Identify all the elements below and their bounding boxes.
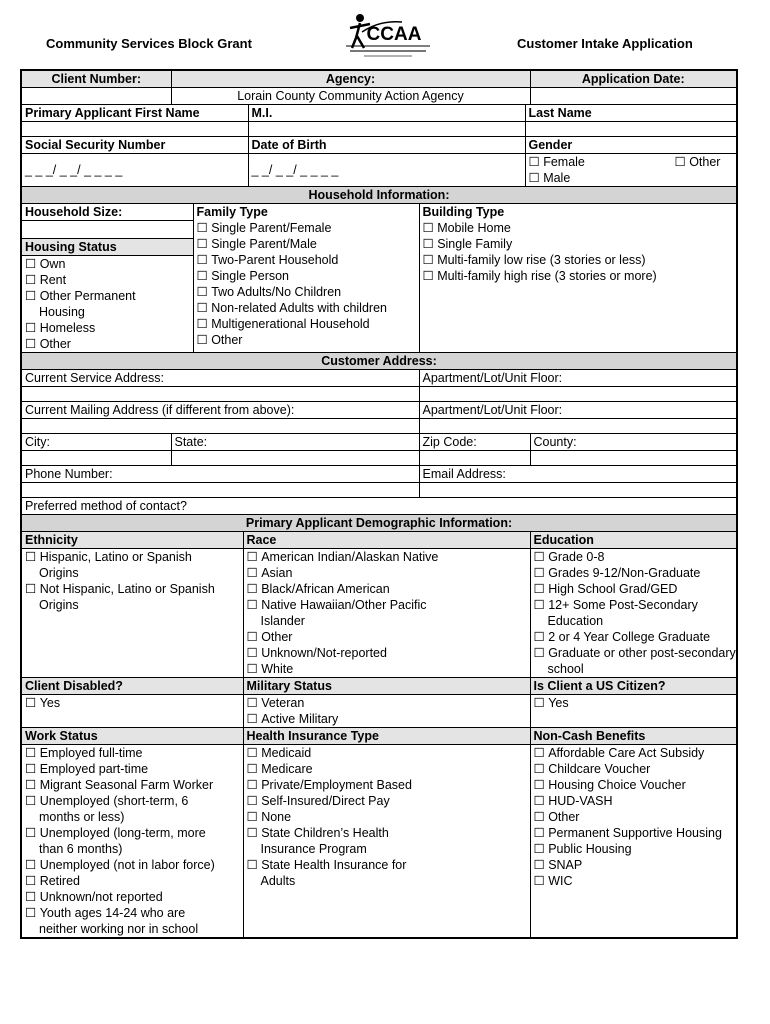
housing-status-label: Housing Status — [22, 239, 193, 256]
citizen-label: Is Client a US Citizen? — [530, 678, 737, 695]
intake-form — [20, 69, 738, 939]
health-private-checkbox[interactable]: ☐ Private/Employment Based — [247, 777, 527, 793]
family-other-checkbox[interactable]: ☐ Other — [197, 332, 416, 348]
gender-other-checkbox[interactable] — [675, 154, 721, 170]
benefit-childcare-checkbox[interactable]: ☐ Childcare Voucher — [534, 761, 734, 777]
race-other-checkbox[interactable]: ☐ Other — [247, 629, 527, 645]
building-type-list — [423, 220, 734, 284]
education-grade-9-12-checkbox[interactable]: ☐ Grades 9-12/Non-Graduate — [534, 565, 734, 581]
health-insurance-list — [243, 745, 530, 939]
housing-other-checkbox[interactable]: ☐ Other — [25, 336, 190, 352]
education-list — [530, 549, 737, 678]
ethnicity-hispanic-cont: Origins — [39, 566, 79, 580]
benefit-public-housing-checkbox[interactable]: ☐ Public Housing — [534, 841, 734, 857]
email-label: Email Address: — [419, 466, 737, 483]
demographic-section-title: Primary Applicant Demographic Information: — [21, 515, 737, 532]
gender-other-label: Other — [689, 155, 721, 169]
family-type-column — [193, 204, 419, 353]
work-youth-checkbox[interactable]: ☐ Youth ages 14-24 who are — [25, 905, 240, 921]
work-full-time-checkbox[interactable]: ☐ Employed full-time — [25, 745, 240, 761]
health-insurance-label: Health Insurance Type — [243, 728, 530, 745]
health-state-adults-cont: Adults — [260, 874, 296, 888]
education-high-school-checkbox[interactable]: ☐ High School Grad/GED — [534, 581, 734, 597]
ethnicity-label: Ethnicity — [21, 532, 243, 549]
race-native-hawaiian-checkbox[interactable]: ☐ Native Hawaiian/Other Pacific — [247, 597, 527, 613]
apt1-field[interactable] — [419, 387, 737, 402]
housing-other-permanent-cont: Housing — [39, 305, 85, 319]
race-black-checkbox[interactable]: ☐ Black/African American — [247, 581, 527, 597]
work-migrant-checkbox[interactable]: ☐ Migrant Seasonal Farm Worker — [25, 777, 240, 793]
state-label: State: — [171, 434, 419, 451]
education-graduate-cont: school — [547, 662, 584, 676]
zip-label: Zip Code: — [419, 434, 530, 451]
benefit-hud-vash-checkbox[interactable]: ☐ HUD-VASH — [534, 793, 734, 809]
ethnicity-list — [21, 549, 243, 678]
education-college-graduate-checkbox[interactable]: ☐ 2 or 4 Year College Graduate — [534, 629, 734, 645]
contact-method-label: Preferred method of contact? — [25, 499, 187, 513]
family-type-label: Family Type — [196, 205, 268, 219]
ccaa-logo-icon — [340, 10, 435, 62]
apt2-label: Apartment/Lot/Unit Floor: — [419, 402, 737, 419]
military-active-checkbox[interactable]: ☐ Active Military — [247, 711, 527, 727]
race-unknown-checkbox[interactable]: ☐ Unknown/Not-reported — [247, 645, 527, 661]
race-list — [243, 549, 530, 678]
gender-male-checkbox[interactable] — [529, 170, 734, 186]
race-native-hawaiian-cont: Islander — [260, 614, 305, 628]
agency-label: Agency: — [171, 70, 530, 88]
family-single-person-checkbox[interactable]: ☐ Single Person — [197, 268, 416, 284]
county-label: County: — [530, 434, 737, 451]
first-name-field[interactable] — [21, 122, 248, 137]
household-size-label: Household Size: — [22, 204, 193, 221]
benefit-snap-checkbox[interactable]: ☐ SNAP — [534, 857, 734, 873]
service-address-label: Current Service Address: — [21, 370, 419, 387]
client-number-label: Client Number: — [21, 70, 171, 88]
work-youth-cont: neither working nor in school — [39, 922, 199, 936]
family-non-related-checkbox[interactable]: ☐ Non-related Adults with children — [197, 300, 416, 316]
race-label: Race — [243, 532, 530, 549]
education-grade-0-8-checkbox[interactable]: ☐ Grade 0-8 — [534, 549, 734, 565]
work-status-list — [21, 745, 243, 939]
gender-female-label: Female — [543, 155, 585, 169]
agency-value: Lorain County Community Action Agency — [171, 88, 530, 105]
mailing-address-field[interactable] — [21, 419, 419, 434]
household-left-column — [21, 204, 193, 353]
benefit-supportive-housing-checkbox[interactable]: ☐ Permanent Supportive Housing — [534, 825, 734, 841]
family-single-parent-female-checkbox[interactable]: ☐ Single Parent/Female — [197, 220, 416, 236]
race-white-checkbox[interactable]: ☐ White — [247, 661, 527, 677]
work-retired-checkbox[interactable]: ☐ Retired — [25, 873, 240, 889]
education-some-post-secondary-checkbox[interactable]: ☐ 12+ Some Post-Secondary — [534, 597, 734, 613]
last-name-field[interactable] — [525, 122, 737, 137]
dob-mask: _ _/ _ _/ _ _ _ _ — [251, 163, 339, 177]
health-chip-cont: Insurance Program — [260, 842, 367, 856]
housing-status-list — [22, 256, 193, 352]
education-label: Education — [530, 532, 737, 549]
work-status-label: Work Status — [21, 728, 243, 745]
gender-options — [525, 154, 737, 187]
disabled-list — [21, 695, 243, 728]
work-unemployed-long-checkbox[interactable]: ☐ Unemployed (long-term, more — [25, 825, 240, 841]
ethnicity-not-hispanic-checkbox[interactable]: ☐ Not Hispanic, Latino or Spanish — [25, 581, 240, 597]
household-size-field[interactable] — [22, 221, 193, 239]
family-two-parent-checkbox[interactable]: ☐ Two-Parent Household — [197, 252, 416, 268]
logo-text: CCAA — [366, 24, 422, 45]
gender-male-label: Male — [543, 171, 571, 185]
race-american-indian-checkbox[interactable]: ☐ American Indian/Alaskan Native — [247, 549, 527, 565]
city-label: City: — [21, 434, 171, 451]
health-medicaid-checkbox[interactable]: ☐ Medicaid — [247, 745, 527, 761]
dob-field[interactable] — [248, 154, 525, 187]
health-state-adults-checkbox[interactable]: ☐ State Health Insurance for — [247, 857, 527, 873]
state-field[interactable] — [171, 451, 419, 466]
family-two-adults-checkbox[interactable]: ☐ Two Adults/No Children — [197, 284, 416, 300]
benefit-other-checkbox[interactable]: ☐ Other — [534, 809, 734, 825]
building-mobile-home-checkbox[interactable]: ☐ Mobile Home — [423, 220, 734, 236]
work-unknown-checkbox[interactable]: ☐ Unknown/not reported — [25, 889, 240, 905]
household-section-title: Household Information: — [21, 187, 737, 204]
mailing-address-label: Current Mailing Address (if different from above): — [21, 402, 419, 419]
benefits-list — [530, 745, 737, 939]
family-type-list — [197, 220, 416, 348]
building-low-rise-checkbox[interactable]: ☐ Multi-family low rise (3 stories or less) — [423, 252, 734, 268]
housing-own-checkbox[interactable]: ☐ Own — [25, 256, 190, 272]
housing-rent-checkbox[interactable]: ☐ Rent — [25, 272, 190, 288]
building-single-family-checkbox[interactable]: ☐ Single Family — [423, 236, 734, 252]
contact-method-field[interactable] — [21, 498, 737, 515]
housing-other-permanent-checkbox[interactable]: ☐ Other Permanent — [25, 288, 190, 304]
work-unemployed-long-cont: than 6 months) — [39, 842, 123, 856]
health-chip-checkbox[interactable]: ☐ State Children’s Health — [247, 825, 527, 841]
work-unemployed-short-checkbox[interactable]: ☐ Unemployed (short-term, 6 — [25, 793, 240, 809]
benefit-housing-voucher-checkbox[interactable]: ☐ Housing Choice Voucher — [534, 777, 734, 793]
service-address-field[interactable] — [21, 387, 419, 402]
education-some-post-secondary-cont: Education — [547, 614, 604, 628]
military-list — [243, 695, 530, 728]
zip-field[interactable] — [419, 451, 530, 466]
phone-field[interactable] — [21, 483, 419, 498]
address-section-title: Customer Address: — [21, 353, 737, 370]
health-none-checkbox[interactable]: ☐ None — [247, 809, 527, 825]
ethnicity-not-hispanic-cont: Origins — [39, 598, 79, 612]
phone-label: Phone Number: — [21, 466, 419, 483]
housing-homeless-checkbox[interactable]: ☐ Homeless — [25, 320, 190, 336]
health-self-insured-checkbox[interactable]: ☐ Self-Insured/Direct Pay — [247, 793, 527, 809]
city-field[interactable] — [21, 451, 171, 466]
first-name-label: Primary Applicant First Name — [21, 105, 248, 122]
education-graduate-checkbox[interactable]: ☐ Graduate or other post-secondary — [534, 645, 734, 661]
health-medicare-checkbox[interactable]: ☐ Medicare — [247, 761, 527, 777]
last-name-label: Last Name — [525, 105, 737, 122]
disabled-yes-checkbox[interactable]: ☐ Yes — [25, 695, 240, 711]
benefit-aca-checkbox[interactable]: ☐ Affordable Care Act Subsidy — [534, 745, 734, 761]
benefits-label: Non-Cash Benefits — [530, 728, 737, 745]
military-label: Military Status — [243, 678, 530, 695]
dob-label: Date of Birth — [248, 137, 525, 154]
email-field[interactable] — [419, 483, 737, 498]
building-type-column — [419, 204, 737, 353]
mi-label: M.I. — [248, 105, 525, 122]
citizen-yes-checkbox[interactable]: ☐ Yes — [534, 695, 734, 711]
family-multigenerational-checkbox[interactable]: ☐ Multigenerational Household — [197, 316, 416, 332]
disabled-label: Client Disabled? — [21, 678, 243, 695]
family-single-parent-male-checkbox[interactable]: ☐ Single Parent/Male — [197, 236, 416, 252]
county-field[interactable] — [530, 451, 737, 466]
mi-field[interactable] — [248, 122, 525, 137]
military-veteran-checkbox[interactable]: ☐ Veteran — [247, 695, 527, 711]
race-asian-checkbox[interactable]: ☐ Asian — [247, 565, 527, 581]
building-high-rise-checkbox[interactable]: ☐ Multi-family high rise (3 stories or more) — [423, 268, 734, 284]
application-date-label: Application Date: — [530, 70, 737, 88]
benefit-wic-checkbox[interactable]: ☐ WIC — [534, 873, 734, 889]
ssn-field[interactable] — [21, 154, 248, 187]
ssn-mask: _ _ _/ _ _/ _ _ _ _ — [25, 163, 123, 177]
citizen-list — [530, 695, 737, 728]
form-grant-title: Community Services Block Grant — [46, 36, 252, 51]
work-not-in-labor-force-checkbox[interactable]: ☐ Unemployed (not in labor force) — [25, 857, 240, 873]
gender-label: Gender — [525, 137, 737, 154]
client-number-field[interactable] — [21, 88, 171, 105]
form-title: Customer Intake Application — [517, 36, 693, 51]
work-part-time-checkbox[interactable]: ☐ Employed part-time — [25, 761, 240, 777]
ethnicity-hispanic-checkbox[interactable]: ☐ Hispanic, Latino or Spanish — [25, 549, 240, 565]
apt1-label: Apartment/Lot/Unit Floor: — [419, 370, 737, 387]
application-date-field[interactable] — [530, 88, 737, 105]
building-type-label: Building Type — [422, 205, 505, 219]
ssn-label: Social Security Number — [21, 137, 248, 154]
apt2-field[interactable] — [419, 419, 737, 434]
work-unemployed-short-cont: months or less) — [39, 810, 125, 824]
